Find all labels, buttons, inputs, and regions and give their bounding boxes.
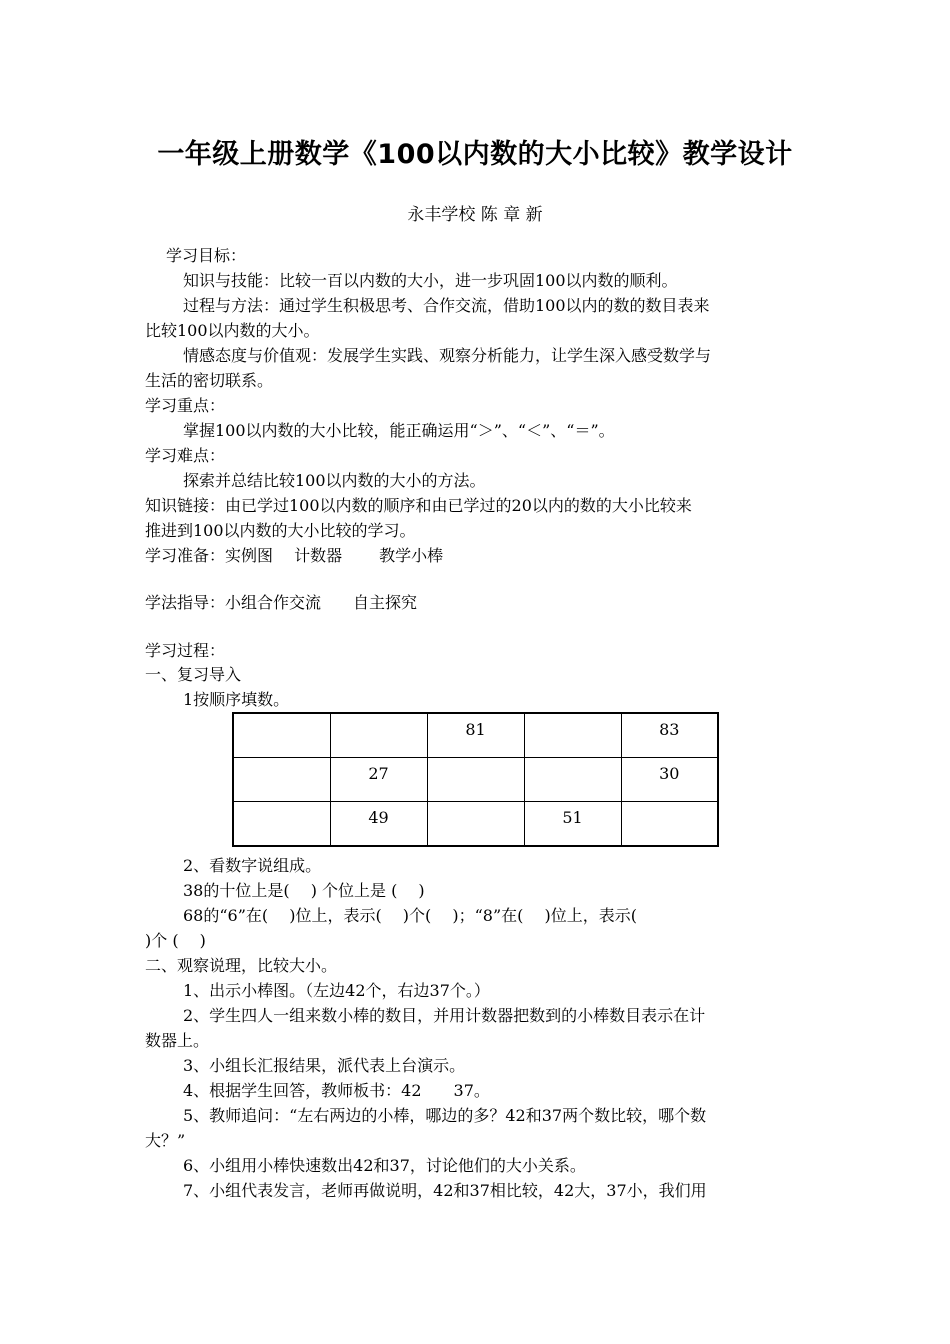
table-cell (233, 802, 330, 847)
difficulty-text: 探索并总结比较100以内数的大小的方法。 (183, 471, 486, 490)
exercise-2-q2: 68的“6”在( )位上，表示( )个( )；“8”在( )位上，表示( (183, 906, 637, 925)
exercise-2-q1: 38的十位上是( ) 个位上是 ( ) (183, 881, 425, 900)
table-cell: 83 (621, 713, 718, 758)
part-one-heading: 一、复习导入 (145, 665, 242, 684)
part-two-heading: 二、观察说理，比较大小。 (145, 956, 338, 975)
section-heading-process: 学习过程： (145, 641, 226, 660)
table-cell (233, 713, 330, 758)
goal-attitude-cont: 生活的密切联系。 (145, 371, 274, 390)
focus-text: 掌握100以内数的大小比较，能正确运用“＞”、“＜”、“＝”。 (183, 421, 615, 440)
number-fill-table (232, 712, 719, 847)
method-guidance: 学法指导：小组合作交流 自主探究 (145, 593, 418, 612)
knowledge-link-cont: 推进到100以内数的大小比较的学习。 (145, 521, 416, 540)
section-heading-difficulty: 学习难点： (145, 446, 226, 465)
knowledge-link: 知识链接：由已学过100以内数的顺序和由已学过的20以内的数的大小比较来 (145, 496, 692, 515)
step-4: 4、根据学生回答，教师板书：42 37。 (183, 1081, 490, 1100)
table-cell: 81 (427, 713, 524, 758)
table-row (233, 713, 718, 758)
exercise-2: 2、看数字说组成。 (183, 856, 322, 875)
table-row (233, 802, 718, 847)
step-1: 1、出示小棒图。（左边42个，右边37个。） (183, 981, 490, 1000)
section-heading-goals: 学习目标： (166, 246, 247, 265)
step-7: 7、小组代表发言，老师再做说明，42和37相比较，42大，37小，我们用 (183, 1181, 707, 1200)
goal-process-cont: 比较100以内数的大小。 (145, 321, 320, 340)
exercise-1: 1按顺序填数。 (183, 690, 290, 709)
step-2-cont: 数器上。 (145, 1031, 210, 1050)
step-5: 5、教师追问：“左右两边的小棒，哪边的多？42和37两个数比较，哪个数 (183, 1106, 707, 1125)
goal-knowledge: 知识与技能：比较一百以内数的大小，进一步巩固100以内数的顺利。 (183, 271, 678, 290)
table-cell: 30 (621, 758, 718, 802)
table-cell (524, 758, 621, 802)
table-cell (524, 713, 621, 758)
preparation: 学习准备：实例图 计数器 教学小棒 (145, 546, 444, 565)
table-cell (330, 713, 427, 758)
step-2: 2、学生四人一组来数小棒的数目，并用计数器把数到的小棒数目表示在计 (183, 1006, 706, 1025)
table-cell (233, 758, 330, 802)
table-cell: 27 (330, 758, 427, 802)
table-cell: 49 (330, 802, 427, 847)
step-5-cont: 大？” (145, 1131, 186, 1150)
table-cell (427, 758, 524, 802)
author-line: 永丰学校 陈 章 新 (407, 205, 543, 225)
table-cell (427, 802, 524, 847)
exercise-2-q2-cont: )个 ( ) (145, 931, 206, 950)
table-cell: 51 (524, 802, 621, 847)
document-title: 一年级上册数学《100以内数的大小比较》教学设计 (157, 139, 793, 170)
section-heading-focus: 学习重点： (145, 396, 226, 415)
step-3: 3、小组长汇报结果，派代表上台演示。 (183, 1056, 466, 1075)
goal-process: 过程与方法：通过学生积极思考、合作交流，借助100以内的数的数目表来 (183, 296, 710, 315)
table-cell (621, 802, 718, 847)
goal-attitude: 情感态度与价值观：发展学生实践、观察分析能力，让学生深入感受数学与 (183, 346, 712, 365)
step-6: 6、小组用小棒快速数出42和37，讨论他们的大小关系。 (183, 1156, 586, 1175)
table-row (233, 758, 718, 802)
